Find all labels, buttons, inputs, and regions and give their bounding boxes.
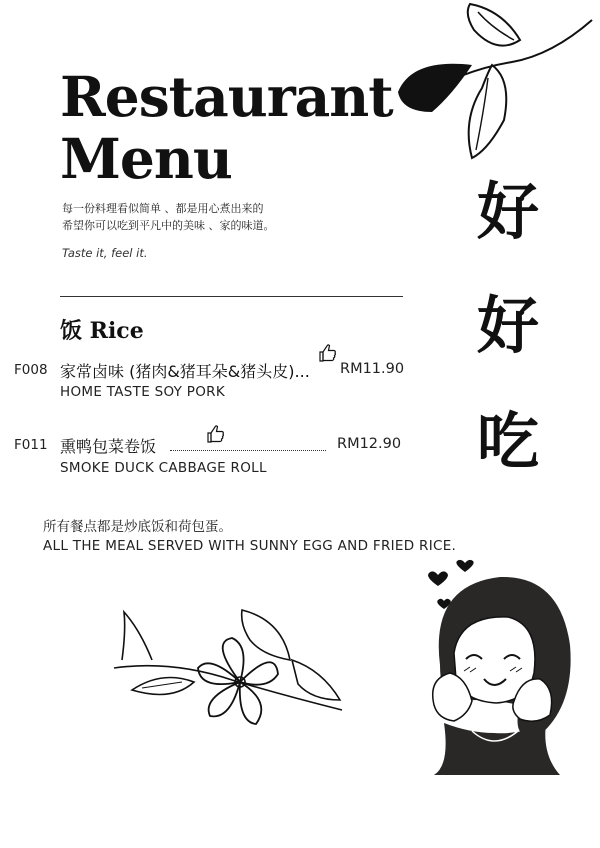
item-price: RM12.90: [337, 436, 402, 452]
menu-title: [60, 64, 393, 191]
side-char-1: 好: [476, 175, 539, 248]
smiling-girl-illustration: [410, 555, 580, 777]
thumbs-up-icon: [206, 424, 226, 444]
item-price: RM11.90: [340, 361, 405, 377]
divider: [60, 296, 403, 297]
thumbs-up-icon: [318, 343, 338, 363]
menu-title-line2: Menu: [60, 126, 232, 191]
side-char-2: 好: [476, 289, 539, 362]
item-name-cn: 熏鸭包菜卷饭: [60, 437, 157, 456]
item-name-cn: 家常卤味 (猪肉&猪耳朵&猪头皮)...: [60, 362, 310, 381]
section-title-rice: 饭 Rice: [60, 318, 144, 344]
flower-illustration: [112, 600, 347, 750]
intro-line2: 希望你可以吃到平凡中的美味 、家的味道。: [62, 219, 275, 232]
tagline: Taste it, feel it.: [62, 246, 148, 260]
item-name-en: SMOKE DUCK CABBAGE ROLL: [60, 460, 267, 476]
side-char-3: 吃: [476, 405, 539, 478]
note-en: ALL THE MEAL SERVED WITH SUNNY EGG AND FRIED RICE.: [43, 538, 457, 554]
dot-leader: [170, 449, 326, 451]
note-cn: 所有餐点都是炒底饭和荷包蛋。: [43, 519, 232, 535]
item-code: F008: [14, 362, 48, 378]
intro-line1: 每一份料理看似简单 、都是用心煮出来的: [62, 202, 264, 215]
leaf-branch-illustration: [392, 0, 600, 165]
menu-title-line1: Restaurant: [60, 64, 393, 129]
item-name-en: HOME TASTE SOY PORK: [60, 384, 226, 400]
item-code: F011: [14, 437, 48, 453]
intro-text: [62, 200, 382, 234]
